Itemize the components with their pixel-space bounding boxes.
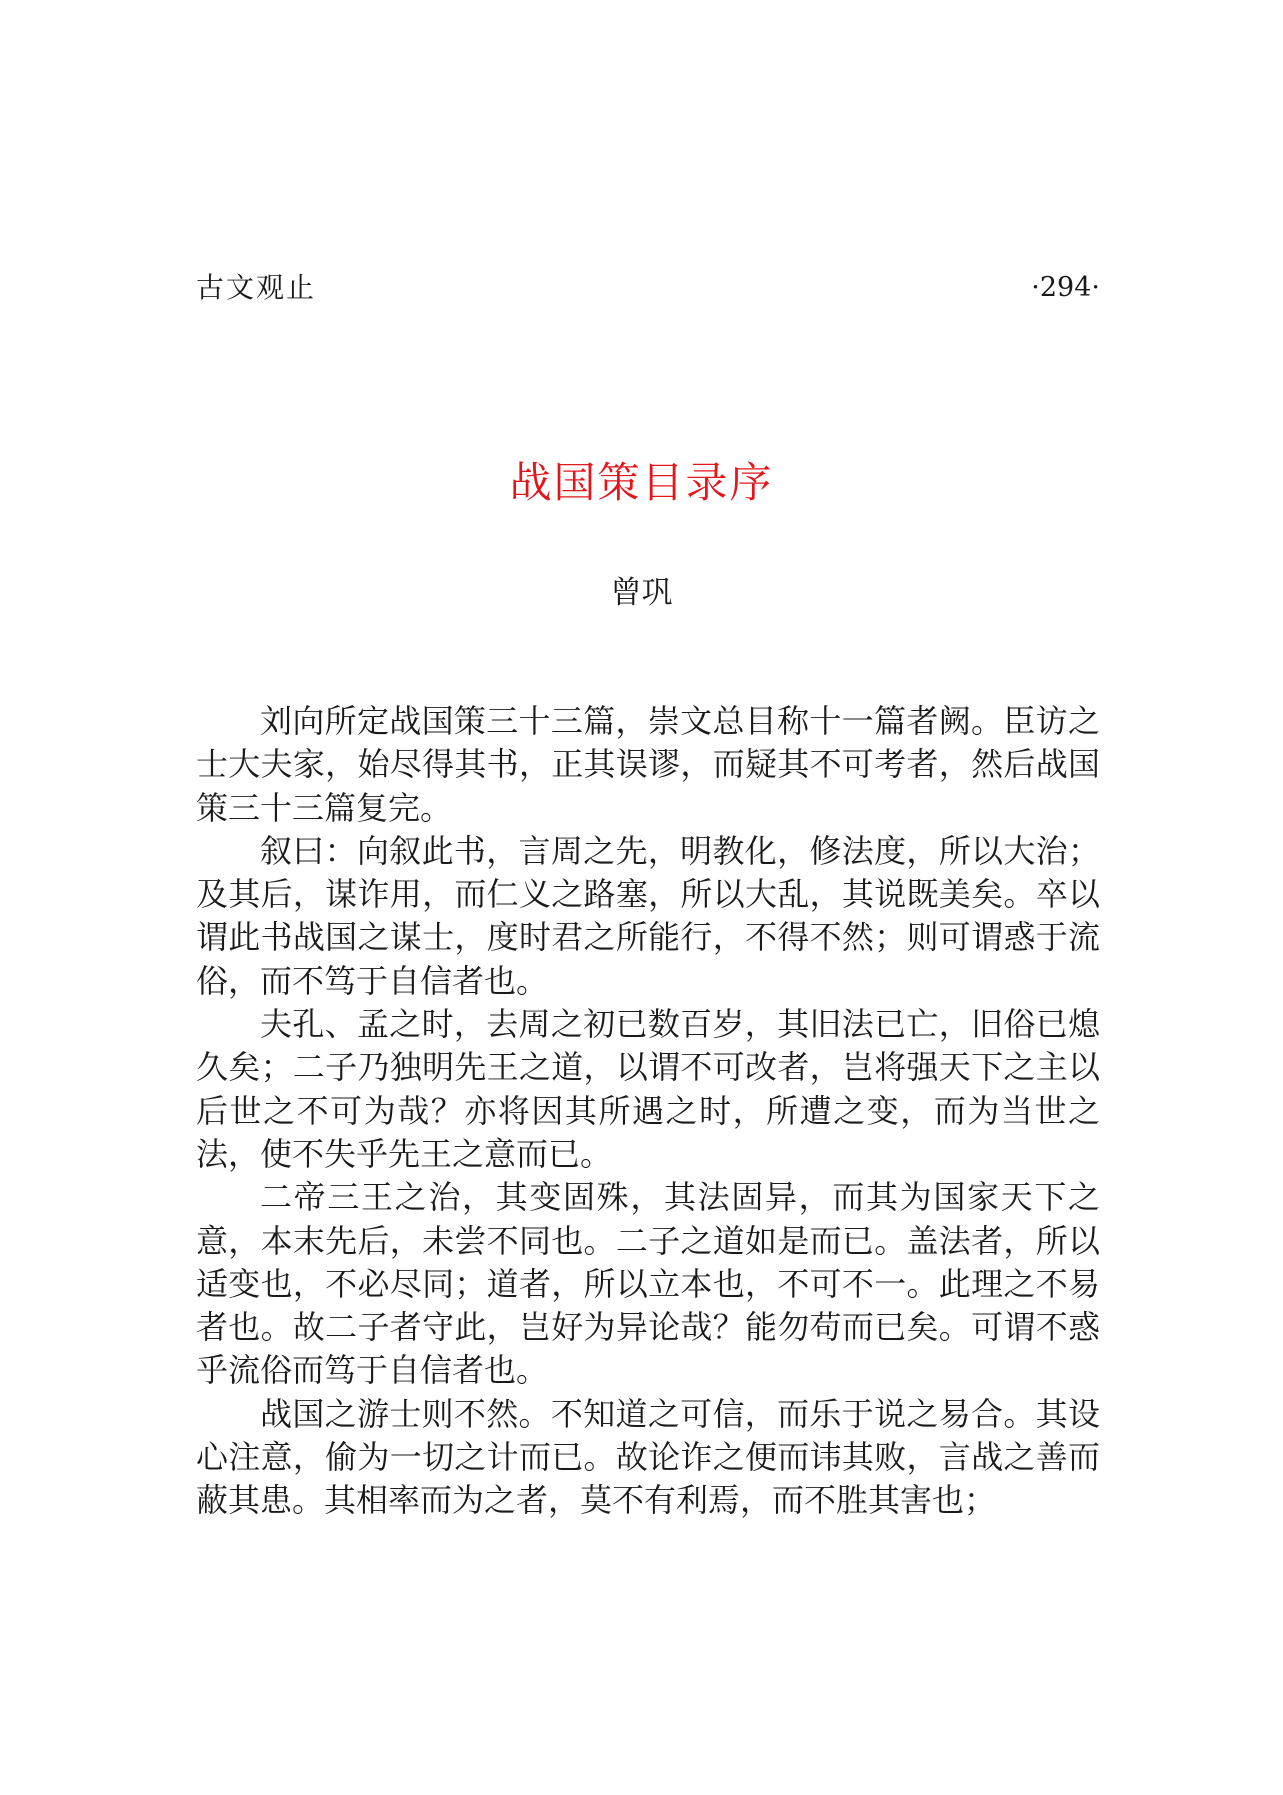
page-number: ·294· [1031, 272, 1100, 303]
paragraph-2: 叙曰：向叙此书，言周之先，明教化，修法度，所以大治；及其后，谋诈用，而仁义之路塞，所以大乱，其说既美矣。卒以谓此书战国之谋士，度时君之所能行，不得不然；则可谓惑于流俗，而不笃于自信者也。 [196, 831, 1100, 1000]
paragraph-5: 战国之游士则不然。不知道之可信，而乐于说之易合。其设心注意，偷为一切之计而已。故论诈之便而讳其败，言战之善而蔽其患。其相率而为之者，莫不有利焉，而不胜其害也； [196, 1394, 1100, 1520]
body-text [196, 700, 1100, 1523]
paragraph-4: 二帝三王之治，其变固殊，其法固异，而其为国家天下之意，本末先后，未尝不同也。二子之道如是而已。盖法者，所以适变也，不必尽同；道者，所以立本也，不可不一。此理之不易者也。故二子者守此，岂好为异论哉？能勿苟而已矣。可谓不惑乎流俗而笃于自信者也。 [196, 1178, 1100, 1390]
paragraph-1: 刘向所定战国策三十三篇，崇文总目称十一篇者阙。臣访之士大夫家，始尽得其书，正其误谬，而疑其不可考者，然后战国策三十三篇复完。 [196, 702, 1100, 827]
running-head [196, 268, 1100, 308]
paragraph-3: 夫孔、孟之时，去周之初已数百岁，其旧法已亡，旧俗已熄久矣；二子乃独明先王之道，以谓不可改者，岂将强天下之主以后世之不可为哉？亦将因其所遇之时，所遭之变，而为当世之法，使不失乎先王之意而已。 [196, 1005, 1100, 1173]
author-name: 曾巩 [610, 575, 673, 611]
book-title: 古文观止 [196, 271, 317, 304]
chapter-title: 战国策目录序 [509, 458, 774, 507]
